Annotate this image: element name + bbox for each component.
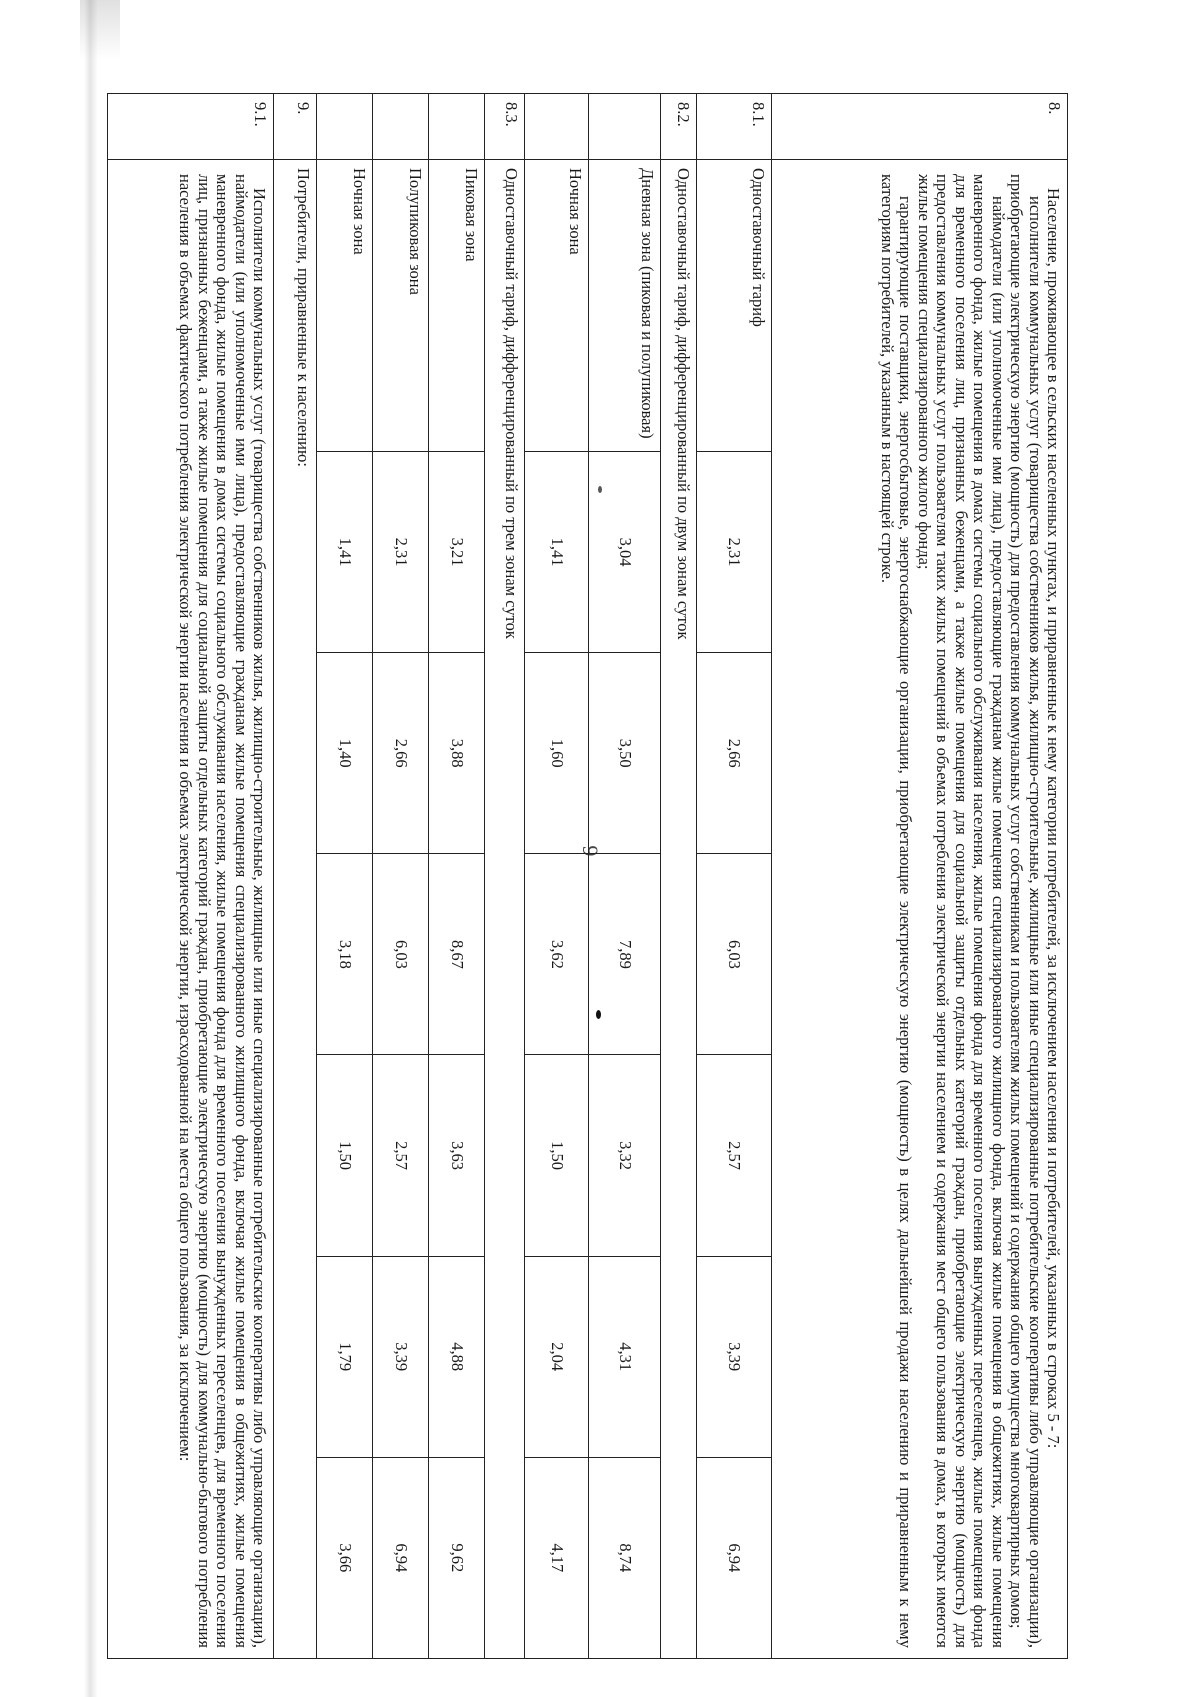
tariff-value: 2,57	[697, 1055, 772, 1256]
empty-cell	[525, 94, 589, 160]
row-8	[772, 94, 1068, 1659]
tariff-value: 2,66	[697, 653, 772, 854]
tariff-value: 6,94	[697, 1457, 772, 1658]
empty-cell	[317, 94, 373, 160]
row-8-2-day	[589, 94, 661, 1659]
row-8-paragraph: исполнители коммунальных услуг (товарищества собственников жилья, жилищно-строительные, жилищные или иные специализированные потребительские кооперативы либо управляющие организации), приобретающие электрическую энергию (мощность) для предоставления коммунальных услуг собственникам и пользователям жилых помещений и содержания общего имущества многоквартирных домов;	[1007, 174, 1045, 1648]
tariff-value: 3,50	[589, 653, 661, 854]
tariff-value: 6,03	[697, 854, 772, 1055]
tariff-value: 1,41	[525, 452, 589, 653]
tariff-value: 1,50	[317, 1055, 373, 1256]
row-9-1-paragraph: Исполнители коммунальных услуг (товарищества собственников жилья, жилищно-строительные, жилищные или иные специализированные потребительские кооперативы либо управляющие организации), наймодатели (или уполномоченные ими лица), предоставляющие гражданам жилые помещения специализированного жилищного фонда, включая жилые помещения в общежитиях, жилые помещения маневренного фонда, жилые помещения в домах системы социального обслуживания населения, жилые помещения фонда для временного поселения вынужденных переселенцев, для временного поселения лиц, признанных беженцами, а также жилые помещения для социальной защиты отдельных категорий граждан, приобретающие электрическую энергию (мощность) для коммунально-бытового потребления населения в объемах фактического потребления электрической энергии населения и объемах электрической энергии, израсходованной на места общего пользования, за исключением:	[176, 174, 269, 1648]
tariff-value: 3,66	[317, 1457, 373, 1658]
tariff-value: 2,31	[697, 452, 772, 653]
row-8-paragraph: Население, проживающее в сельских населенных пунктах, и приравненные к нему категории потребителей, за исключением населения и потребителей, указанных в строках 5 - 7:	[1044, 188, 1063, 1449]
row-number: 8.2.	[661, 94, 697, 160]
tariff-value: 6,94	[373, 1457, 429, 1658]
empty-cell	[589, 94, 661, 160]
row-number: 8.3.	[485, 94, 525, 160]
row-9	[274, 94, 317, 1659]
tariff-value: 9,62	[429, 1457, 485, 1658]
tariff-value: 3,32	[589, 1055, 661, 1256]
tariff-name: Одноставочный тариф	[697, 160, 772, 452]
row-8-paragraph: гарантирующие поставщики, энергосбытовые, энергоснабжающие организации, приобретающие электрическую энергию (мощность) в целях дальнейшей продажи населению и приравненным к нему категориям потребителей, указанным в настоящей строке.	[877, 174, 916, 1648]
section-header: Потребители, приравненные к населению:	[274, 160, 317, 1659]
tariff-value: 3,18	[317, 854, 373, 1055]
rotated-tariff-table-page	[176, 93, 1068, 1658]
tariff-value: 2,04	[525, 1256, 589, 1457]
row-8-3-night	[317, 94, 373, 1659]
tariff-value: 7,89	[589, 854, 661, 1055]
tariff-table	[107, 93, 1068, 1659]
tariff-value: 1,50	[525, 1055, 589, 1256]
row-number: 9.1.	[108, 94, 274, 160]
row-number: 8.1.	[697, 94, 772, 160]
tariff-name: Полупиковая зона	[373, 160, 429, 452]
tariff-value: 4,31	[589, 1256, 661, 1457]
row-8-2	[661, 94, 697, 1659]
row-number: 8.	[772, 94, 1068, 160]
tariff-value: 2,57	[373, 1055, 429, 1256]
tariff-value: 3,39	[697, 1256, 772, 1457]
row-9-1	[108, 94, 274, 1659]
tariff-value: 4,88	[429, 1256, 485, 1457]
tariff-value: 8,74	[589, 1457, 661, 1658]
section-header: Одноставочный тариф, дифференцированный по трем зонам суток	[485, 160, 525, 1659]
tariff-value: 3,21	[429, 452, 485, 653]
tariff-value: 1,40	[317, 653, 373, 854]
row-8-3-peak	[429, 94, 485, 1659]
row-9-1-description	[108, 160, 274, 1659]
tariff-value: 4,17	[525, 1457, 589, 1658]
scan-shadow-edge	[84, 0, 98, 1697]
tariff-value: 2,31	[373, 452, 429, 653]
row-8-1	[697, 94, 772, 1659]
tariff-value: 3,63	[429, 1055, 485, 1256]
scan-shadow-corner	[80, 0, 120, 60]
empty-cell	[429, 94, 485, 160]
row-8-paragraph: наймодатели (или уполномоченные ими лица), предоставляющие гражданам жилые помещения специализированного жилищного фонда, включая жилые помещения в общежитиях, жилые помещения маневренного фонда, жилые помещения в домах системы социального обслуживания населения, жилые помещения фонда для временного поселения вынужденных переселенцев, жилые помещения фонда для временного поселения лиц, признанных беженцами, а также жилые помещения для социальной защиты отдельных категорий граждан, приобретающие электрическую энергию (мощность) для предоставления коммунальных услуг пользователям таких жилых помещений в объемах потребления электрической энергии населением и содержания мест общего пользования в домах, в которых имеются жилые помещения специализированного жилого фонда;	[914, 174, 1008, 1648]
tariff-value: 6,03	[373, 854, 429, 1055]
tariff-value: 8,67	[429, 854, 485, 1055]
tariff-name: Ночная зона	[317, 160, 373, 452]
tariff-value: 1,79	[317, 1256, 373, 1457]
empty-cell	[373, 94, 429, 160]
row-8-description	[772, 160, 1068, 1659]
tariff-value: 3,04	[589, 452, 661, 653]
tariff-value: 1,60	[525, 653, 589, 854]
tariff-value: 2,66	[373, 653, 429, 854]
row-8-3-semipeak	[373, 94, 429, 1659]
tariff-value: 3,62	[525, 854, 589, 1055]
page-number: 6	[577, 845, 603, 857]
row-8-3	[485, 94, 525, 1659]
tariff-value: 1,41	[317, 452, 373, 653]
tariff-value: 3,88	[429, 653, 485, 854]
row-8-2-night	[525, 94, 589, 1659]
tariff-value: 3,39	[373, 1256, 429, 1457]
tariff-name: Пиковая зона	[429, 160, 485, 452]
tariff-name: Дневная зона (пиковая и полупиковая)	[589, 160, 661, 452]
tariff-name: Ночная зона	[525, 160, 589, 452]
section-header: Одноставочный тариф, дифференцированный по двум зонам суток	[661, 160, 697, 1659]
row-number: 9.	[274, 94, 317, 160]
